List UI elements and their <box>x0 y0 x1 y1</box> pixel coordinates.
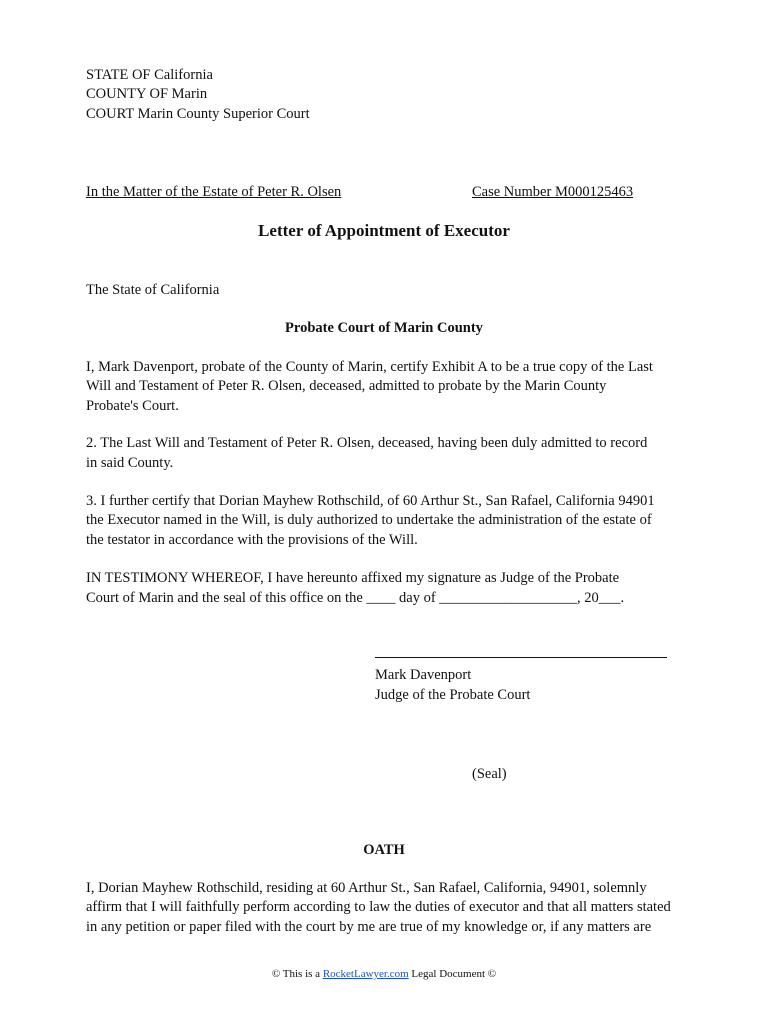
county-line: COUNTY OF Marin <box>86 86 208 102</box>
testimony-line-1: IN TESTIMONY WHEREOF, I have hereunto affixed my signature as Judge of the Probate <box>86 570 620 586</box>
seal-placeholder: (Seal) <box>472 766 507 782</box>
probate-court-heading: Probate Court of Marin County <box>285 320 483 336</box>
signer-title: Judge of the Probate Court <box>375 687 531 703</box>
signature-line <box>375 657 667 658</box>
footer-prefix: © This is a <box>271 968 323 980</box>
paragraph-2-line-2: in said County. <box>86 455 174 471</box>
paragraph-1-line-2: Will and Testament of Peter R. Olsen, deceased, admitted to probate by the Marin County <box>86 378 607 394</box>
footer-suffix: Legal Document © <box>408 968 497 980</box>
signer-name: Mark Davenport <box>375 667 472 683</box>
paragraph-3-line-1: 3. I further certify that Dorian Mayhew Rothschild, of 60 Arthur St., San Rafael, California 94901 <box>86 493 655 509</box>
case-number: Case Number M000125463 <box>472 184 634 200</box>
oath-line-2: affirm that I will faithfully perform according to law the duties of executor and that all matters stated <box>86 899 671 915</box>
rocketlawyer-link[interactable]: RocketLawyer.com <box>322 968 409 980</box>
paragraph-1-line-3: Probate's Court. <box>86 398 179 414</box>
paragraph-3-line-2: the Executor named in the Will, is duly authorized to undertake the administration of the estate of <box>86 512 652 528</box>
state-line-header: STATE OF California <box>86 67 213 83</box>
oath-line-1: I, Dorian Mayhew Rothschild, residing at 60 Arthur St., San Rafael, California, 94901, solemnly <box>86 880 647 896</box>
court-line: COURT Marin County Superior Court <box>86 106 310 122</box>
oath-heading: OATH <box>363 842 405 858</box>
state-of-california: The State of California <box>86 282 220 298</box>
estate-matter: In the Matter of the Estate of Peter R. Olsen <box>86 184 342 200</box>
paragraph-3-line-3: the testator in accordance with the provisions of the Will. <box>86 532 418 548</box>
document-title: Letter of Appointment of Executor <box>258 221 510 240</box>
paragraph-1-line-1: I, Mark Davenport, probate of the County of Marin, certify Exhibit A to be a true copy of the Last <box>86 359 653 375</box>
footer <box>0 968 768 980</box>
paragraph-2-line-1: 2. The Last Will and Testament of Peter R. Olsen, deceased, having been duly admitted to record <box>86 435 648 451</box>
oath-line-3: in any petition or paper filed with the court by me are true of my knowledge or, if any matters are <box>86 919 652 935</box>
testimony-line-2: Court of Marin and the seal of this office on the ____ day of ___________________, 20___. <box>86 590 625 606</box>
